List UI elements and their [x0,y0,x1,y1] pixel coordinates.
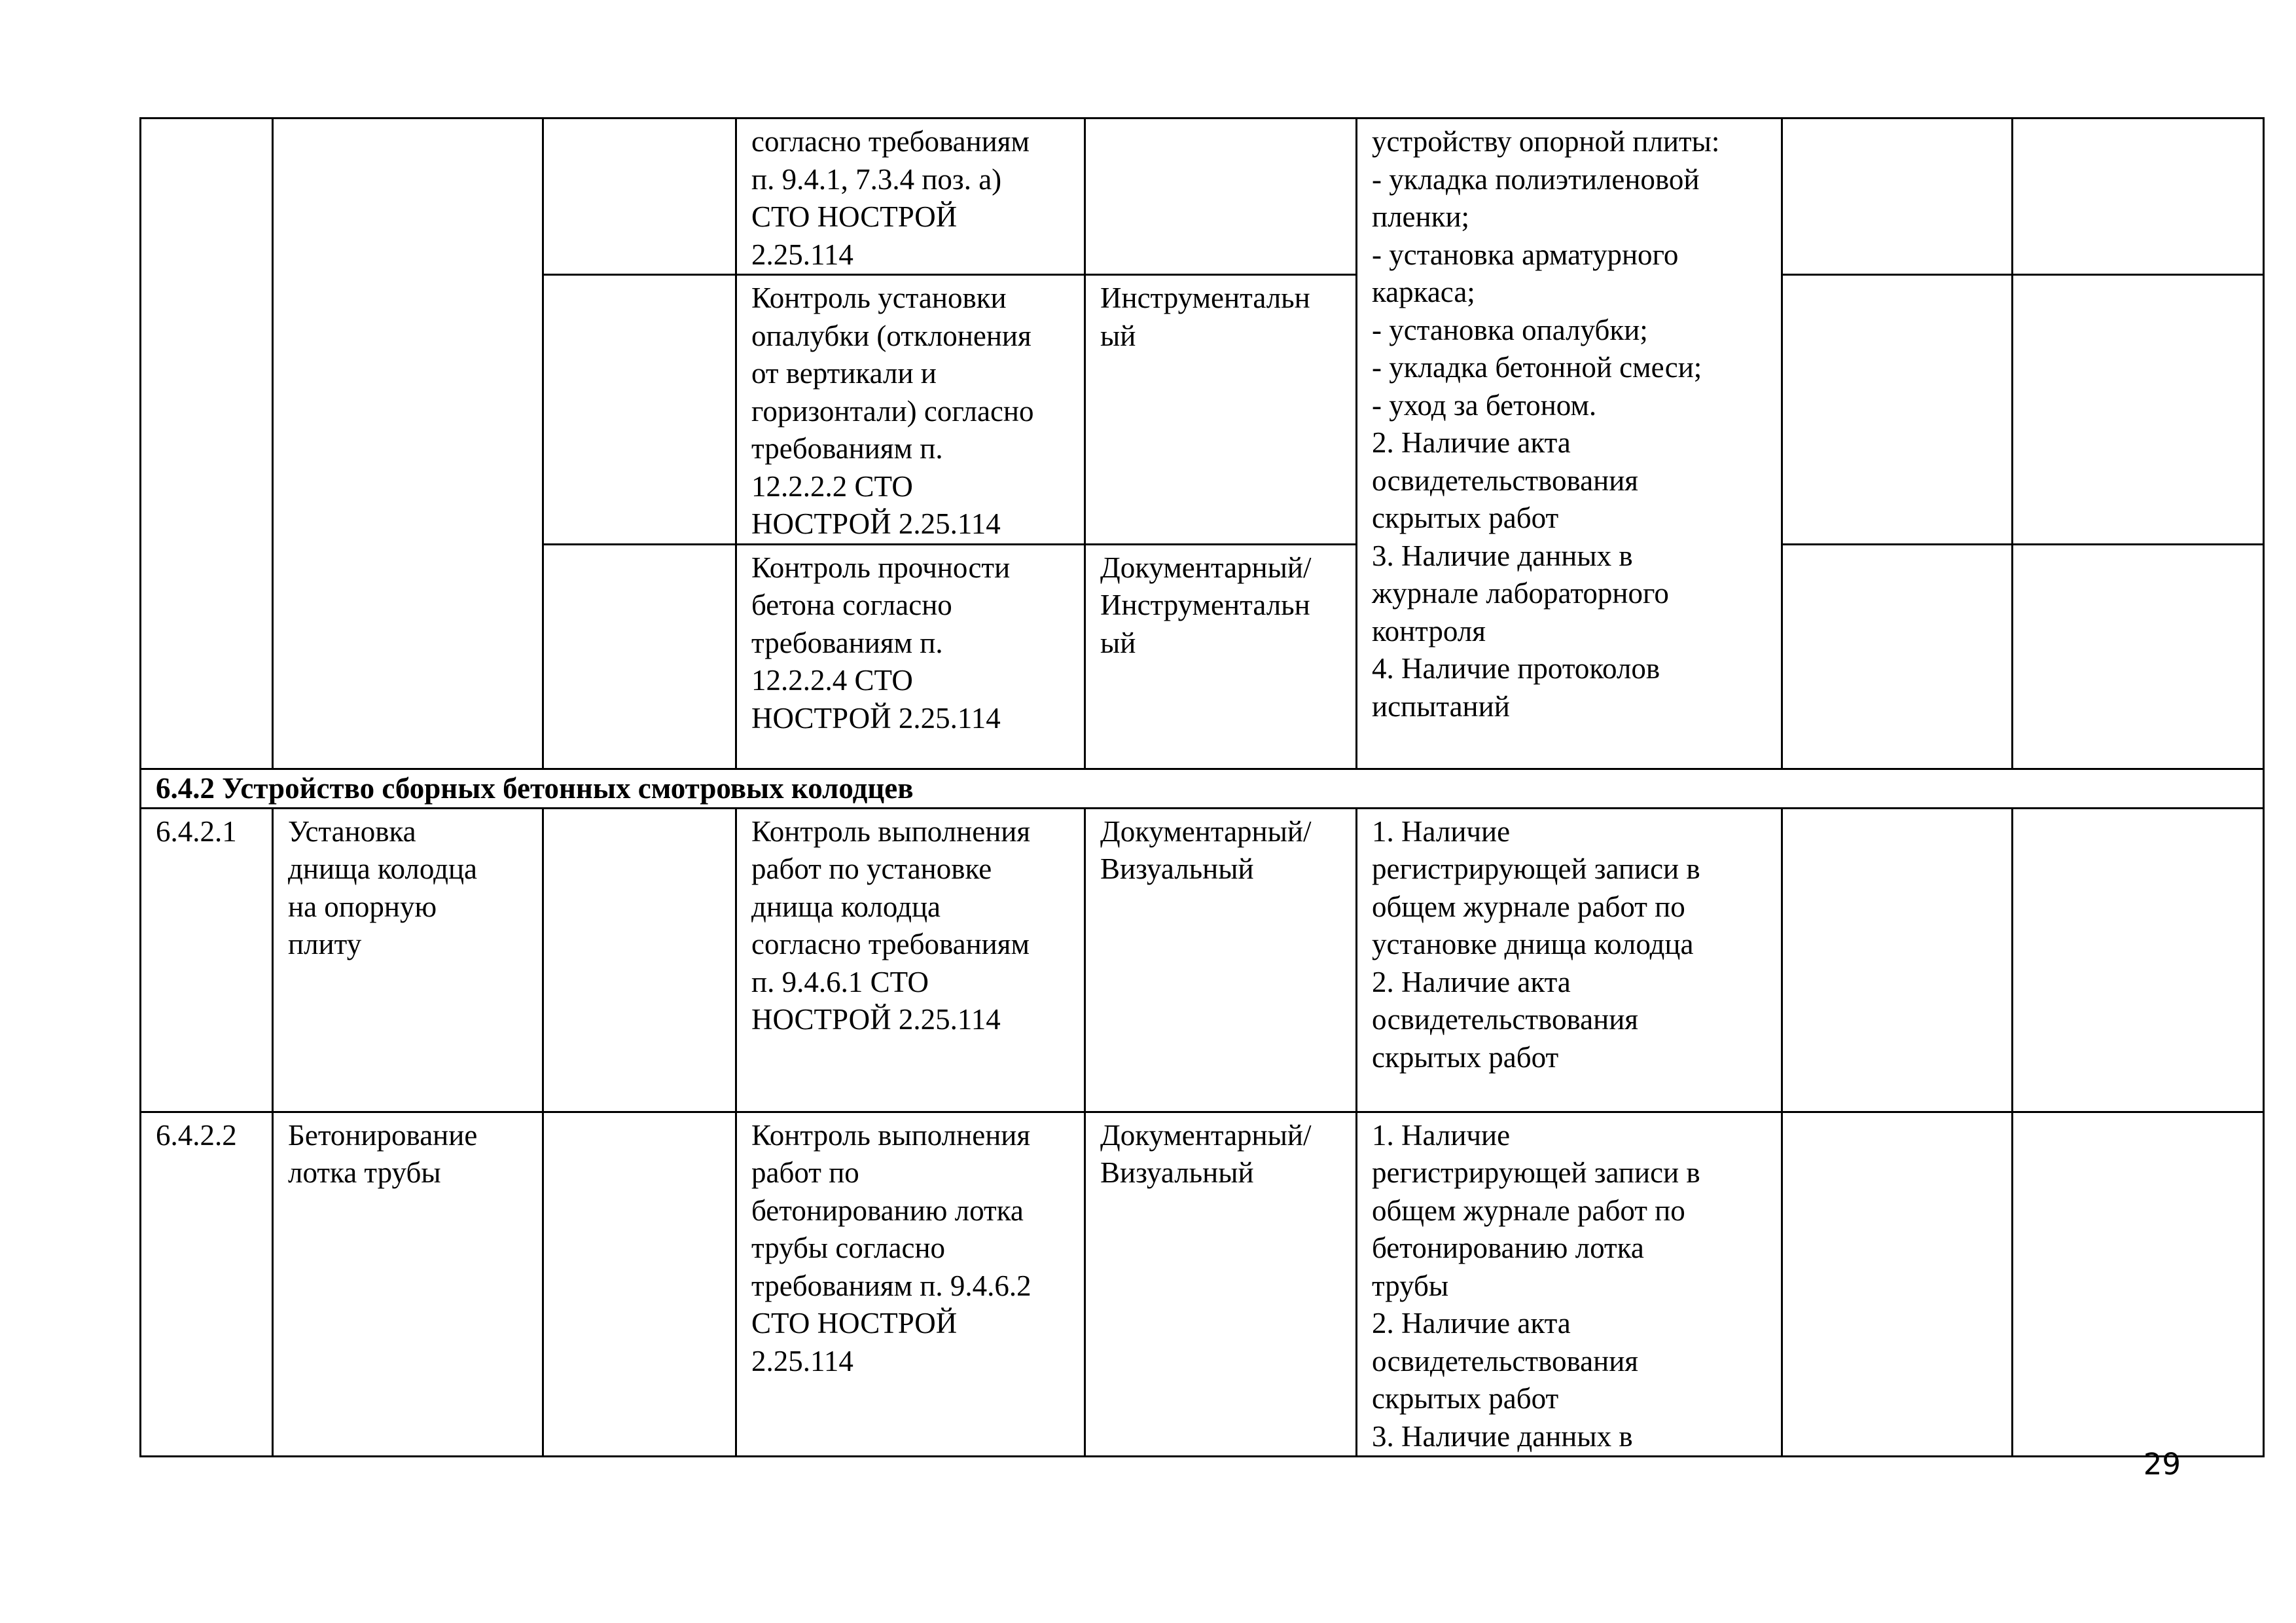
cell-empty [2013,808,2264,1112]
table-row [141,119,2264,275]
cell-number: 6.4.2.1 [141,808,273,1112]
cell-control: Контроль выполнения работ по установке днища колодца согласно требованиям п. 9.4.6.1 СТО НОСТРОЙ 2.25.114 [736,808,1085,1112]
cell-empty [543,1112,736,1457]
cell-empty [1782,544,2013,769]
cell-number: 6.4.2.2 [141,1112,273,1457]
cell-empty [1782,1112,2013,1457]
cell-empty [543,544,736,769]
cell-documents: 1. Наличие регистрирующей записи в общем журнале работ по бетонированию лотка трубы 2. Наличие акта освидетельствования скрытых работ 3. Наличие данных в [1357,1112,1782,1457]
cell-method: Инструментальн ый [1085,275,1357,545]
cell-empty [543,808,736,1112]
cell-method: Документарный/ Инструментальн ый [1085,544,1357,769]
cell-control: Контроль прочности бетона согласно требованиям п. 12.2.2.4 СТО НОСТРОЙ 2.25.114 [736,544,1085,769]
section-title: 6.4.2 Устройство сборных бетонных смотровых колодцев [141,769,2264,808]
cell-control: согласно требованиям п. 9.4.1, 7.3.4 поз. а) СТО НОСТРОЙ 2.25.114 [736,119,1085,275]
cell-empty [1782,275,2013,545]
table-row [141,1112,2264,1457]
cell-work-name: Установка днища колодца на опорную плиту [273,808,543,1112]
inspection-table [139,117,2265,1457]
cell-work-name: Бетонирование лотка трубы [273,1112,543,1457]
section-row [141,769,2264,808]
cell-method: Документарный/ Визуальный [1085,1112,1357,1457]
table-row [141,808,2264,1112]
cell-method [1085,119,1357,275]
cell-empty [2013,1112,2264,1457]
page-number: 29 [2143,1447,2181,1482]
cell-documents: 1. Наличие регистрирующей записи в общем журнале работ по установке днища колодца 2. Наличие акта освидетельствования скрытых работ [1357,808,1782,1112]
cell-empty [2013,544,2264,769]
cell-empty [273,119,543,769]
cell-empty [141,119,273,769]
cell-control: Контроль установки опалубки (отклонения от вертикали и горизонтали) согласно требованиям п. 12.2.2.2 СТО НОСТРОЙ 2.25.114 [736,275,1085,545]
cell-empty [543,275,736,545]
cell-empty [1782,808,2013,1112]
cell-control: Контроль выполнения работ по бетонированию лотка трубы согласно требованиям п. 9.4.6.2 СТО НОСТРОЙ 2.25.114 [736,1112,1085,1457]
cell-empty [2013,119,2264,275]
cell-empty [2013,275,2264,545]
cell-empty [1782,119,2013,275]
cell-method: Документарный/ Визуальный [1085,808,1357,1112]
cell-documents: устройству опорной плиты: - укладка полиэтиленовой пленки; - установка арматурного каркаса; - установка опалубки; - укладка бетонной смеси; - уход за бетоном. 2. Наличие акта освидетельствования скрытых работ 3. Наличие данных в журнале лабораторного контроля 4. Наличие протоколов испытаний [1357,119,1782,769]
cell-empty [543,119,736,275]
